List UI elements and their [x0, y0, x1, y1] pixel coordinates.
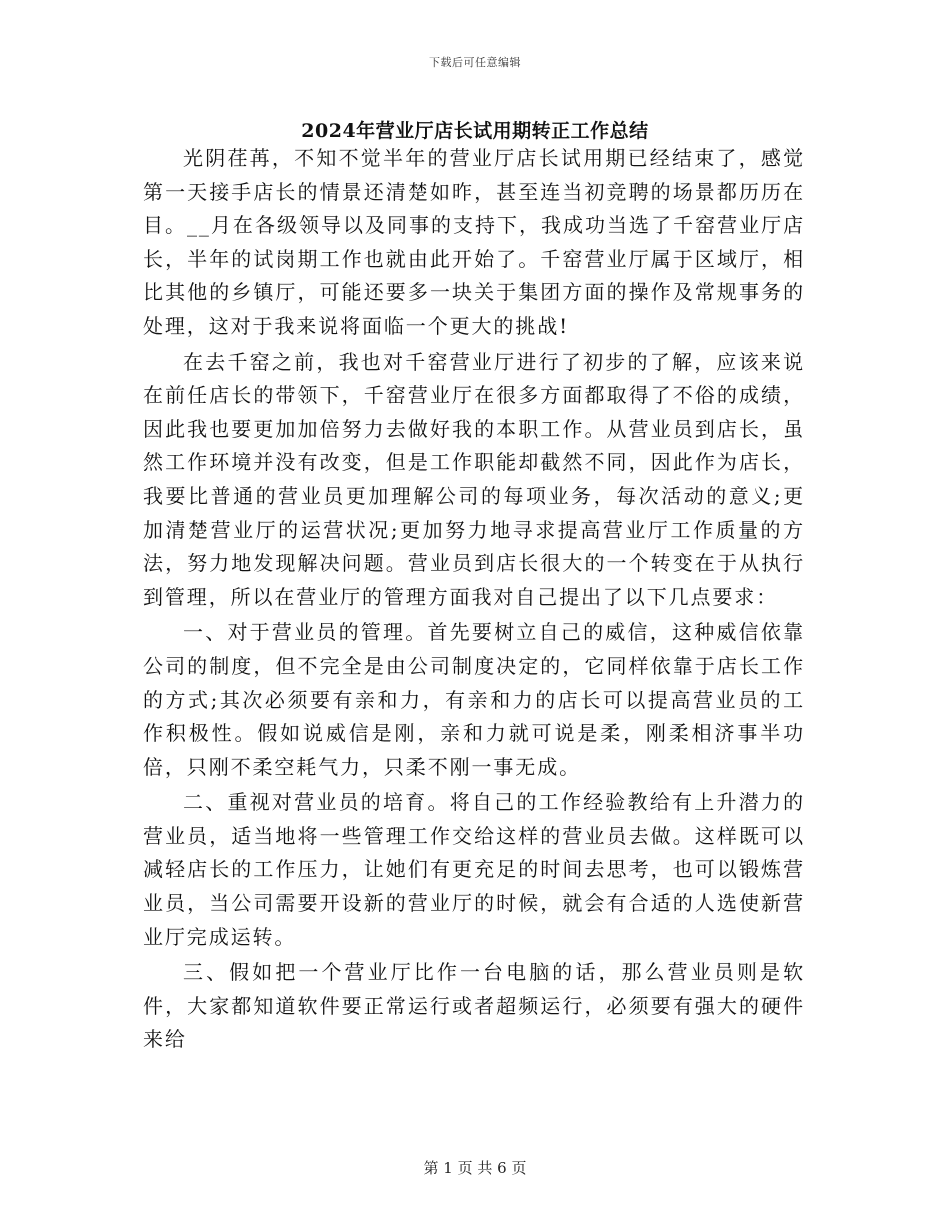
body-paragraph: 在去千窑之前，我也对千窑营业厅进行了初步的了解，应该来说在前任店长的带领下，千窑营业厅在很多方面都取得了不俗的成绩，因此我也要更加加倍努力去做好我的本职工作。从营业员到店长，虽然工作环境并没有改变，但是工作职能却截然不同，因此作为店长，我要比普通的营业员更加理解公司的每项业务，每次活动的意义;更加清楚营业厅的运营状况;更加努力地寻求提高营业厅工作质量的方法，努力地发现解决问题。营业员到店长很大的一个转变在于从执行到管理，所以在营业厅的管理方面我对自己提出了以下几点要求：	[143, 349, 805, 609]
body-paragraph: 一、对于营业员的管理。首先要树立自己的威信，这种威信依靠公司的制度，但不完全是由公司制度决定的，它同样依靠于店长工作的方式;其次必须要有亲和力，有亲和力的店长可以提高营业员的工作积极性。假如说威信是刚，亲和力就可说是柔，刚柔相济事半功倍，只刚不柔空耗气力，只柔不刚一事无成。	[143, 620, 805, 779]
document-body	[143, 142, 805, 1057]
page-header-note: 下载后可任意编辑	[429, 56, 521, 69]
document-title: 2024年营业厅店长试用期转正工作总结	[301, 120, 649, 142]
body-paragraph: 光阴荏苒，不知不觉半年的营业厅店长试用期已经结束了，感觉第一天接手店长的情景还清楚如昨，甚至连当初竞聘的场景都历历在目。__月在各级领导以及同事的支持下，我成功当选了千窑营业厅店长，半年的试岗期工作也就由此开始了。千窑营业厅属于区域厅，相比其他的乡镇厅，可能还要多一块关于集团方面的操作及常规事务的处理，这对于我来说将面临一个更大的挑战!	[143, 146, 805, 338]
body-paragraph: 三、假如把一个营业厅比作一台电脑的话，那么营业员则是软件，大家都知道软件要正常运行或者超频运行，必须要有强大的硬件来给	[143, 960, 805, 1052]
page-number-footer: 第 1 页 共 6 页	[423, 1159, 527, 1177]
body-paragraph: 二、重视对营业员的培育。将自己的工作经验教给有上升潜力的营业员，适当地将一些管理工作交给这样的营业员去做。这样既可以减轻店长的工作压力，让她们有更充足的时间去思考，也可以锻炼营业员，当公司需要开设新的营业厅的时候，就会有合适的人选使新营业厅完成运转。	[143, 790, 805, 949]
